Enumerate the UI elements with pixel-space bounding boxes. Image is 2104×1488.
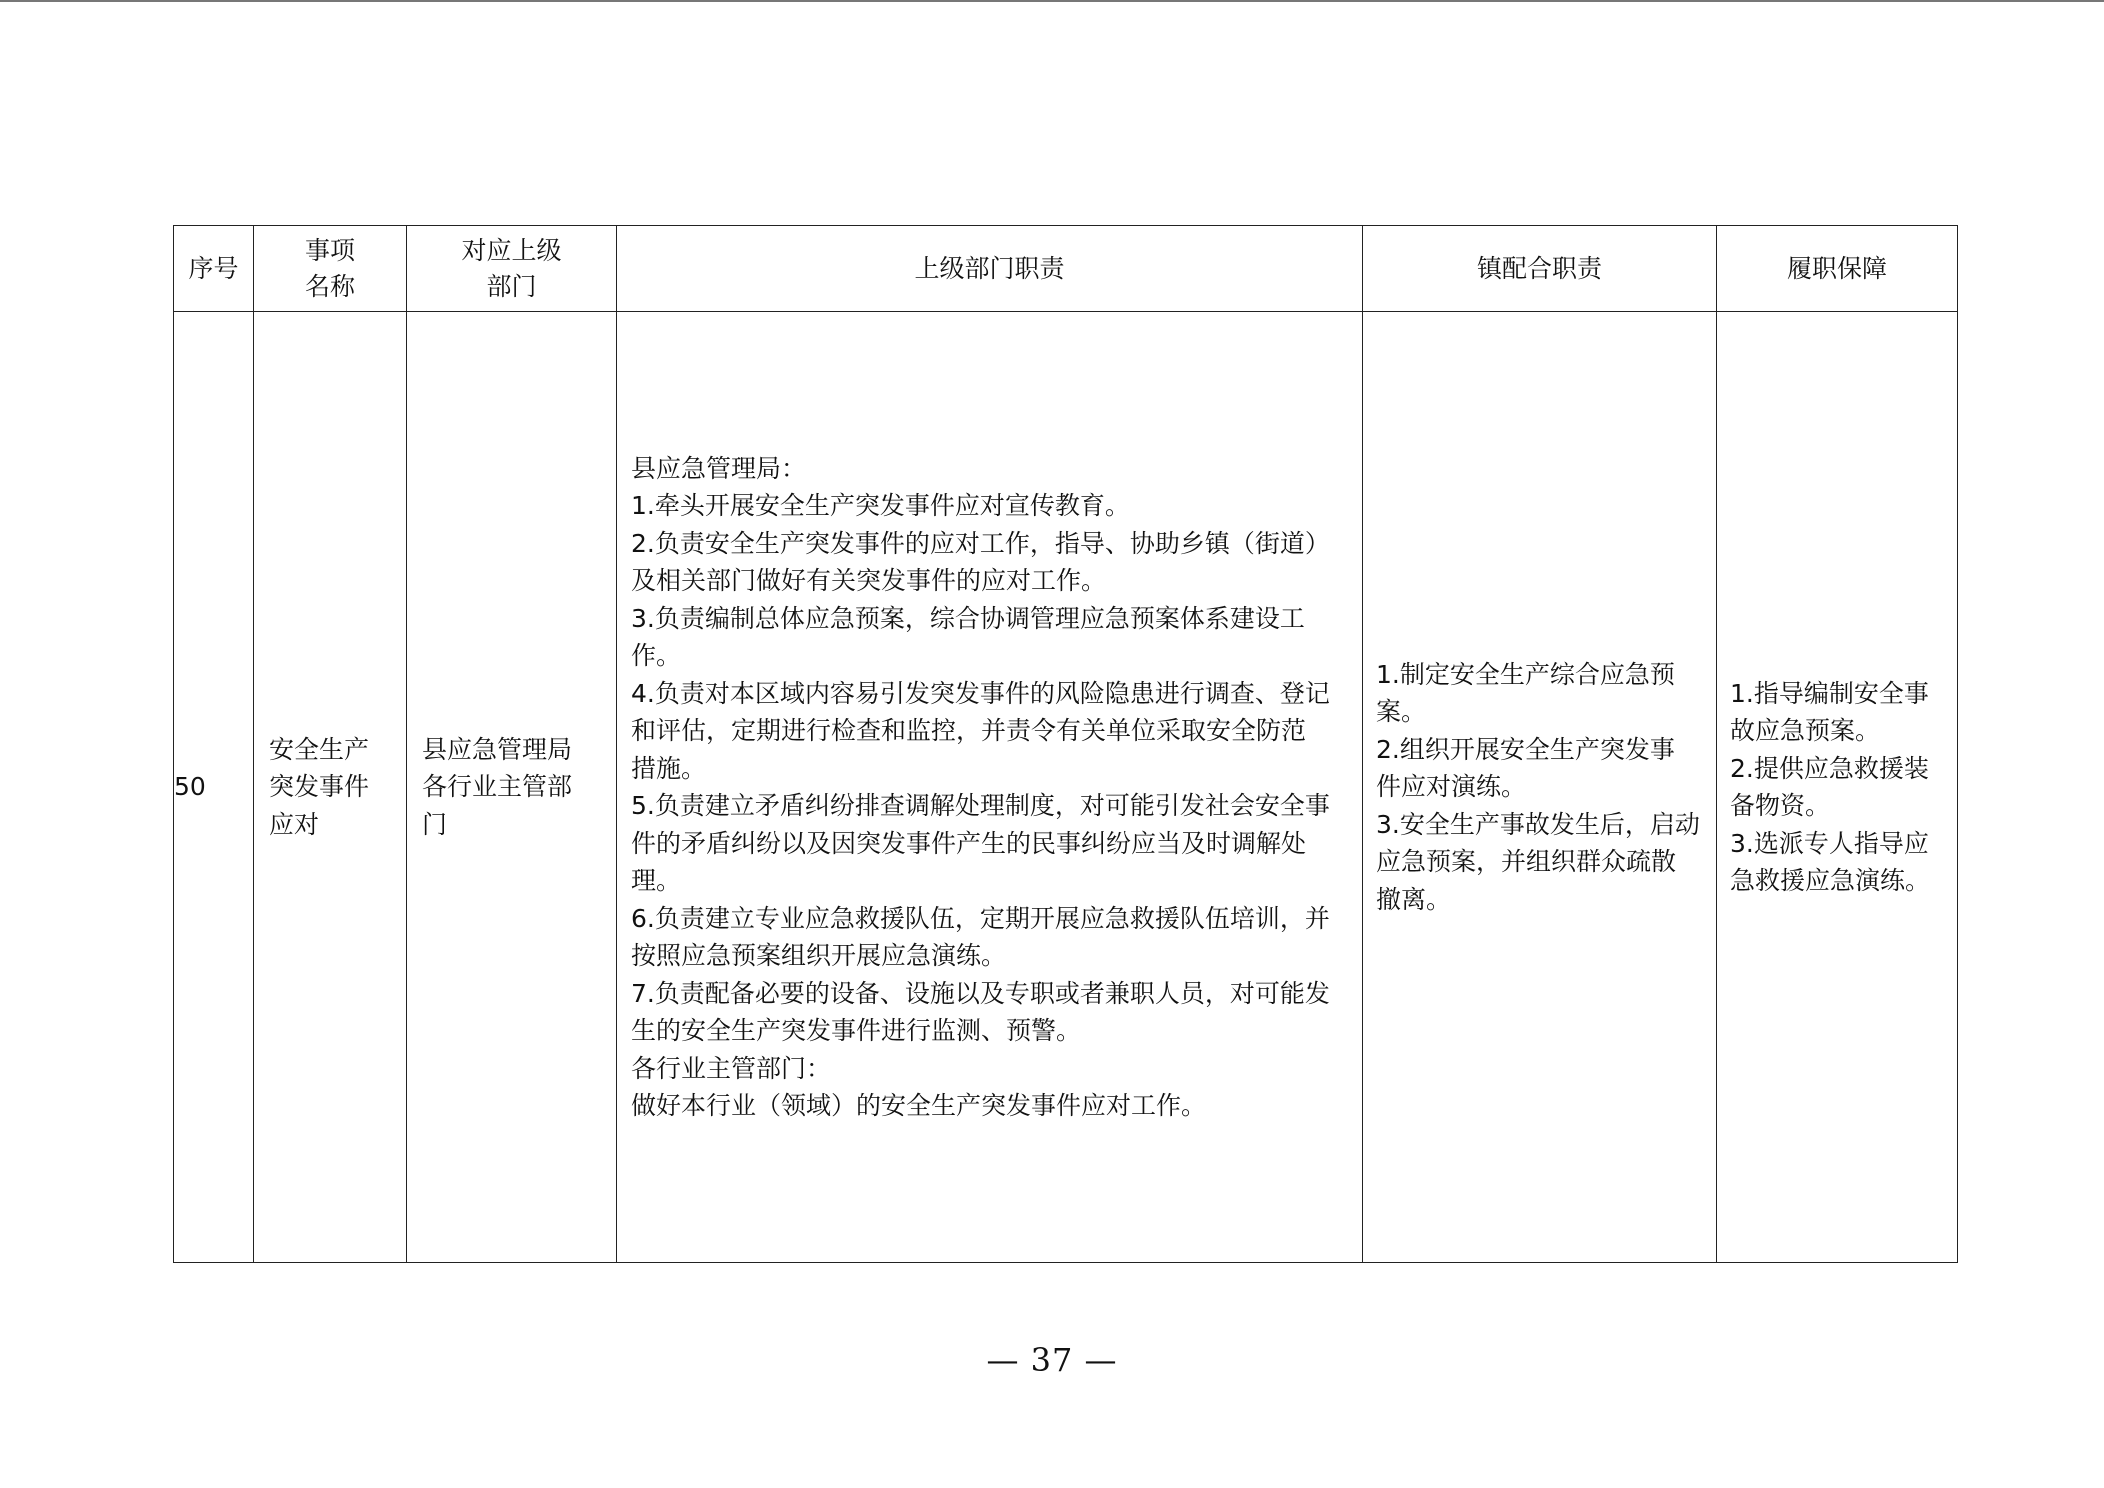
header-guarantees-text: 履职保障 xyxy=(1786,253,1887,283)
text-line: 7.负责配备必要的设备、设施以及专职或者兼职人员，对可能发 xyxy=(631,978,1330,1008)
header-row xyxy=(174,226,1958,312)
town-duties-cell xyxy=(1363,312,1717,1263)
top-rule xyxy=(0,0,2104,2)
header-superior-duties xyxy=(617,226,1363,312)
superior-duties-text xyxy=(617,450,1362,1125)
text-line: 3.安全生产事故发生后，启动 xyxy=(1376,809,1700,839)
text-line: 2.提供应急救援装 xyxy=(1730,753,1929,783)
text-line: 故应急预案。 xyxy=(1730,716,1881,745)
text-line: 按照应急预案组织开展应急演练。 xyxy=(631,941,1007,970)
text-line: 2.组织开展安全生产突发事 xyxy=(1376,734,1675,764)
text-line: 1.牵头开展安全生产突发事件应对宣传教育。 xyxy=(631,491,1130,520)
item-name-cell xyxy=(254,312,407,1263)
text-line: 作。 xyxy=(631,641,682,670)
text-line: 县应急管理局： xyxy=(631,453,807,483)
text-line: 措施。 xyxy=(631,753,707,783)
page-number: — 37 — xyxy=(986,1341,1118,1379)
text-line: 3.负责编制总体应急预案，综合协调管理应急预案体系建设工 xyxy=(631,603,1305,633)
header-superior-dept xyxy=(407,226,617,312)
text-line: 县应急管理局 xyxy=(422,734,573,764)
text-line: 对应上级 xyxy=(461,235,562,265)
text-line: 1.指导编制安全事 xyxy=(1730,678,1929,708)
seq-cell: 50 xyxy=(174,312,254,1263)
text-line: 做好本行业（领域）的安全生产突发事件应对工作。 xyxy=(631,1091,1207,1120)
text-line: 应急预案，并组织群众疏散 xyxy=(1376,847,1677,877)
text-line: 生的安全生产突发事件进行监测、预警。 xyxy=(631,1016,1082,1045)
text-line: 事项 xyxy=(304,235,355,265)
guarantees-cell xyxy=(1717,312,1958,1263)
header-guarantees xyxy=(1717,226,1958,312)
text-line: 6.负责建立专业应急救援队伍，定期开展应急救援队伍培训，并 xyxy=(631,903,1330,933)
text-line: 名称 xyxy=(304,271,355,301)
text-line: 3.选派专人指导应 xyxy=(1730,828,1929,858)
text-line: 5.负责建立矛盾纠纷排查调解处理制度，对可能引发社会安全事 xyxy=(631,791,1330,820)
superior-dept-cell xyxy=(407,312,617,1263)
item-name-text xyxy=(254,731,406,844)
table-row xyxy=(174,312,1958,1263)
text-line: 突发事件 xyxy=(269,772,370,802)
superior-dept-text xyxy=(407,731,616,844)
text-line: 各行业主管部 xyxy=(422,772,573,802)
header-superior-duties-text: 上级部门职责 xyxy=(914,253,1065,283)
header-seq-text: 序号 xyxy=(188,253,239,283)
text-line: 安全生产 xyxy=(269,734,370,764)
text-line: 件的矛盾纠纷以及因突发事件产生的民事纠纷应当及时调解处 xyxy=(631,828,1307,858)
text-line: 和评估，定期进行检查和监控，并责令有关单位采取安全防范 xyxy=(631,716,1307,745)
text-line: 应对 xyxy=(269,809,320,839)
header-item-name xyxy=(254,226,407,312)
text-line: 门 xyxy=(422,809,448,839)
text-line: 各行业主管部门： xyxy=(631,1053,832,1083)
text-line: 4.负责对本区域内容易引发突发事件的风险隐患进行调查、登记 xyxy=(631,678,1330,708)
text-line: 备物资。 xyxy=(1730,791,1831,820)
town-duties-text xyxy=(1363,656,1716,919)
text-line: 案。 xyxy=(1376,697,1427,727)
text-line: 急救援应急演练。 xyxy=(1730,866,1931,895)
header-town-duties-text: 镇配合职责 xyxy=(1476,253,1602,283)
header-seq xyxy=(174,226,254,312)
text-line: 件应对演练。 xyxy=(1376,772,1527,802)
text-line: 撤离。 xyxy=(1376,884,1452,914)
text-line: 2.负责安全生产突发事件的应对工作，指导、协助乡镇（街道） xyxy=(631,528,1330,558)
duty-table xyxy=(173,225,1958,1263)
text-line: 及相关部门做好有关突发事件的应对工作。 xyxy=(631,566,1107,595)
guarantees-text xyxy=(1717,675,1957,900)
text-line: 部门 xyxy=(486,271,537,301)
text-line: 1.制定安全生产综合应急预 xyxy=(1376,659,1675,689)
superior-duties-cell xyxy=(617,312,1363,1263)
text-line: 理。 xyxy=(631,866,682,895)
header-town-duties xyxy=(1363,226,1717,312)
